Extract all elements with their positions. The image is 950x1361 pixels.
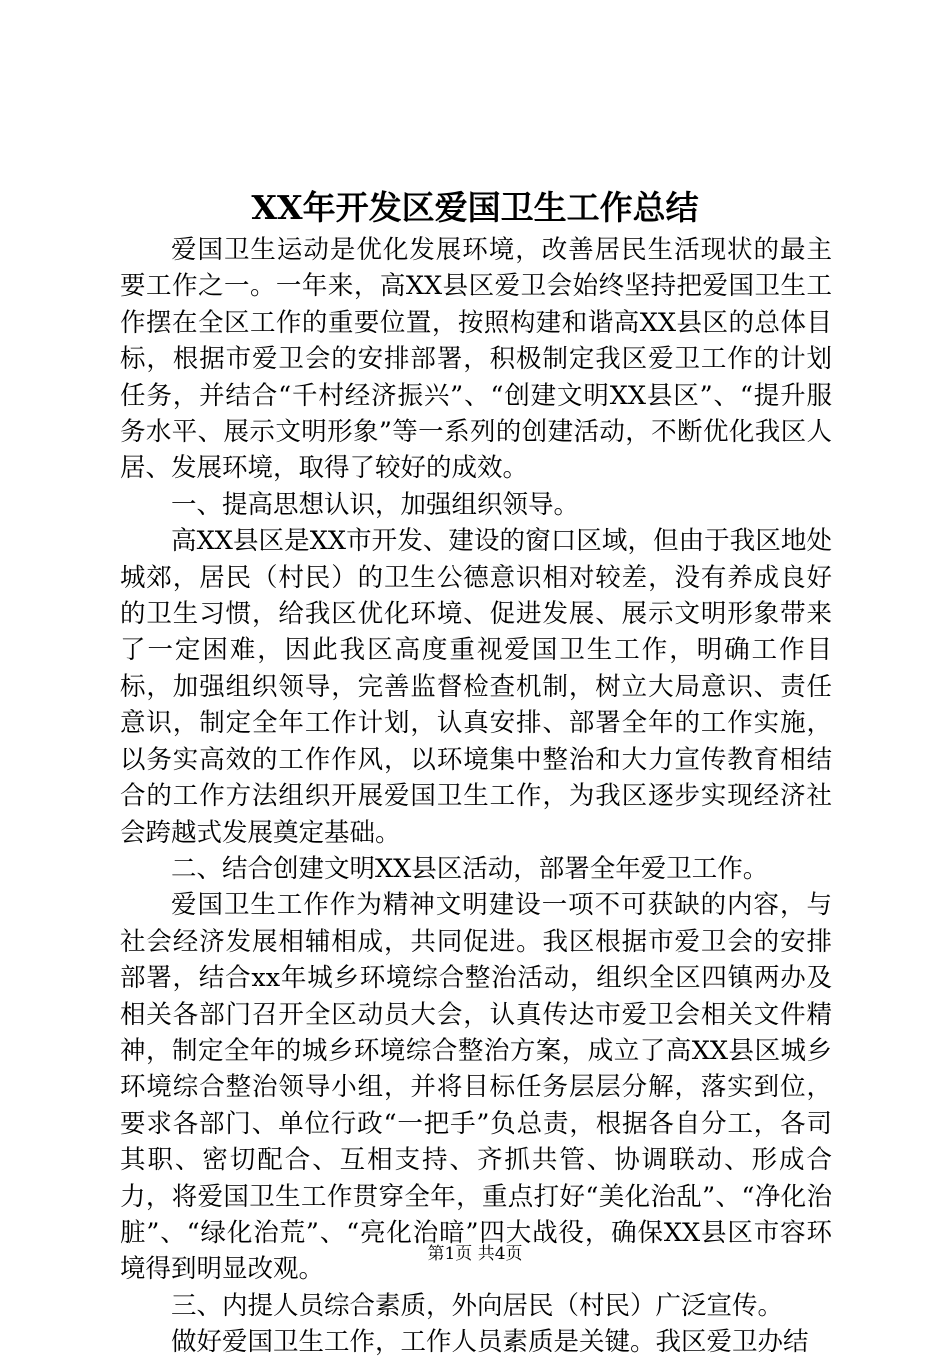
paragraph-section-3: 做好爱国卫生工作，工作人员素质是关键。我区爱卫办结 [171, 1327, 809, 1358]
document-body [120, 232, 832, 1361]
section-heading-2: 二、结合创建文明XX县区活动，部署全年爱卫工作。 [171, 853, 769, 884]
paragraph-section-2: 爱国卫生工作作为精神文明建设一项不可获缺的内容，与社会经济发展相辅相成，共同促进。我区根据市爱卫会的安排部署，结合xx年城乡环境综合整治活动，组织全区四镇两办及相关各部门召开全区动员大会，认真传达市爱卫会相关文件精神，制定全年的城乡环境综合整治方案，成立了高XX县区城乡环境综合整治领导小组，并将目标任务层层分解，落实到位，要求各部门、单位行政“一把手”负总责，根据各自分工，各司其职、密切配合、互相支持、齐抓共管、协调联动、形成合力，将爱国卫生工作贯穿全年，重点打好“美化治乱”、“净化治脏”、“绿化治荒”、“亮化治暗”四大战役，确保XX县区市容环境得到明显改观。 [120, 890, 832, 1285]
paragraph-section-1: 高XX县区是XX市开发、建设的窗口区域，但由于我区地处城郊，居民（村民）的卫生公德意识相对较差，没有养成良好的卫生习惯，给我区优化环境、促进发展、展示文明形象带来了一定困难，因此我区高度重视爱国卫生工作，明确工作目标，加强组织领导，完善监督检查机制，树立大局意识、责任意识，制定全年工作计划，认真安排、部署全年的工作实施，以务实高效的工作作风，以环境集中整治和大力宣传教育相结合的工作方法组织开展爱国卫生工作，为我区逐步实现经济社会跨越式发展奠定基础。 [120, 526, 832, 848]
section-heading-3: 三、内提人员综合素质，外向居民（村民）广泛宣传。 [171, 1290, 784, 1321]
paragraph-intro: 爱国卫生运动是优化发展环境，改善居民生活现状的最主要工作之一。一年来，高XX县区爱卫会始终坚持把爱国卫生工作摆在全区工作的重要位置，按照构建和谐高XX县区的总体目标，根据市爱卫会的安排部署，积极制定我区爱卫工作的计划任务，并结合“千村经济振兴”、“创建文明XX县区”、“提升服务水平、展示文明形象”等一系列的创建活动，不断优化我区人居、发展环境，取得了较好的成效。 [120, 235, 832, 484]
document-title: XX年开发区爱国卫生工作总结 [251, 188, 699, 227]
section-heading-1: 一、提高思想认识，加强组织领导。 [171, 489, 580, 520]
page-footer: 第1页 共4页 [427, 1244, 523, 1264]
